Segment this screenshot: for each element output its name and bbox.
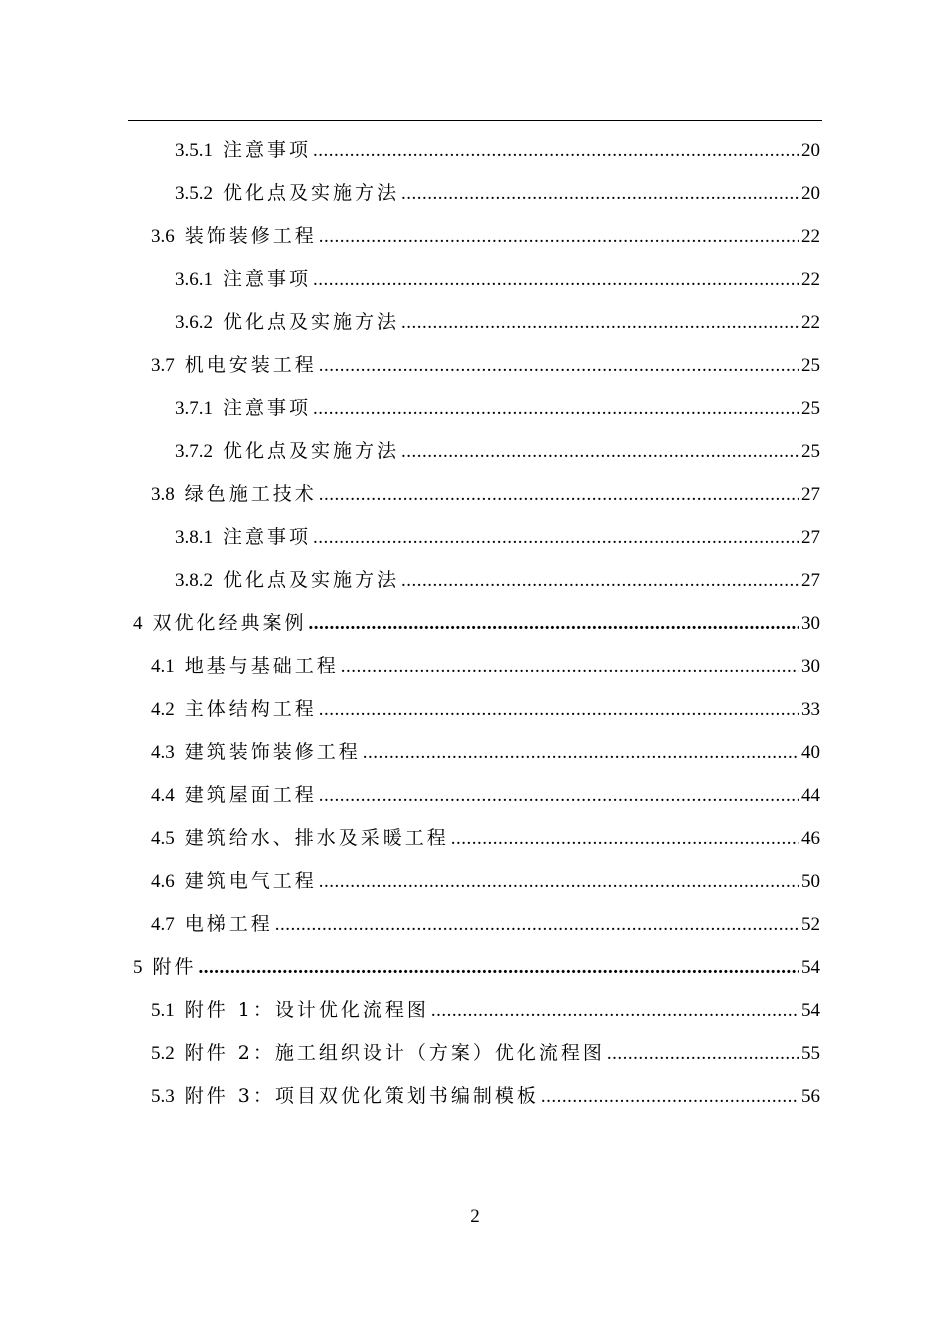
toc-entry-page: 22 <box>801 312 820 333</box>
toc-entry-page: 44 <box>801 785 820 806</box>
toc-entry-title: 优化点及实施方法 <box>223 440 400 462</box>
toc-entry-title: 注意事项 <box>223 268 312 290</box>
toc-entry-page: 50 <box>801 871 820 892</box>
toc-entry-page: 55 <box>801 1043 820 1064</box>
toc-entry-number: 4.2 <box>151 699 175 720</box>
toc-entry-page: 20 <box>801 183 820 204</box>
toc-entry-page: 46 <box>801 828 820 849</box>
toc-entry-page: 30 <box>801 613 820 634</box>
toc-entry-number: 5.1 <box>151 1000 175 1021</box>
dot-leader <box>363 736 799 770</box>
page-number: 2 <box>470 1206 480 1227</box>
toc-entry[interactable] <box>151 1036 820 1070</box>
toc-entry-title: 建筑电气工程 <box>184 870 317 892</box>
toc-entry-number: 3.7.1 <box>175 398 213 419</box>
toc-entry-number: 4.4 <box>151 785 175 806</box>
toc-entry-title: 附件 2：施工组织设计（方案）优化流程图 <box>184 1042 605 1064</box>
dot-leader <box>541 1080 799 1114</box>
dot-leader <box>275 908 799 942</box>
toc-entry-number: 3.8 <box>151 484 175 505</box>
dot-leader <box>401 177 799 211</box>
dot-leader <box>431 994 799 1028</box>
toc-entry-title: 注意事项 <box>223 397 312 419</box>
toc-entry-number: 3.8.1 <box>175 527 213 548</box>
dot-leader <box>319 779 799 813</box>
toc-entry-page: 30 <box>801 656 820 677</box>
toc-entry-number: 4.6 <box>151 871 175 892</box>
dot-leader <box>319 349 799 383</box>
toc-entry[interactable] <box>175 305 820 339</box>
dot-leader <box>313 392 799 426</box>
dot-leader <box>319 865 799 899</box>
toc-entry[interactable] <box>151 649 820 683</box>
toc-entry[interactable] <box>151 778 820 812</box>
toc-entry[interactable] <box>151 477 820 511</box>
toc-entry-title: 优化点及实施方法 <box>223 311 400 333</box>
toc-entry-page: 27 <box>801 527 820 548</box>
dot-leader <box>313 521 799 555</box>
toc-entry-title: 优化点及实施方法 <box>223 182 400 204</box>
toc-entry-page: 54 <box>801 957 820 978</box>
toc-entry-number: 3.5.1 <box>175 140 213 161</box>
toc-entry[interactable] <box>175 434 820 468</box>
toc-entry-number: 3.8.2 <box>175 570 213 591</box>
toc-entry[interactable] <box>151 907 820 941</box>
toc-entry-title: 优化点及实施方法 <box>223 569 400 591</box>
toc-entry-page: 25 <box>801 398 820 419</box>
toc-entry-page: 52 <box>801 914 820 935</box>
dot-leader <box>401 564 799 598</box>
toc-entry[interactable] <box>151 348 820 382</box>
toc-entry-page: 25 <box>801 355 820 376</box>
toc-entry-page: 22 <box>801 269 820 290</box>
toc-entry-number: 3.7.2 <box>175 441 213 462</box>
toc-entry[interactable] <box>133 950 820 984</box>
toc-entry-number: 4.5 <box>151 828 175 849</box>
toc-entry-title: 注意事项 <box>223 139 312 161</box>
toc-entry-title: 绿色施工技术 <box>184 483 317 505</box>
toc-entry-title: 建筑装饰装修工程 <box>184 741 361 763</box>
toc-entry-page: 27 <box>801 570 820 591</box>
toc-entry[interactable] <box>151 735 820 769</box>
toc-entry-number: 5.2 <box>151 1043 175 1064</box>
toc-entry-number: 4.1 <box>151 656 175 677</box>
toc-entry-number: 5 <box>133 957 143 978</box>
toc-entry-page: 56 <box>801 1086 820 1107</box>
dot-leader <box>451 822 799 856</box>
toc-entry[interactable] <box>151 1079 820 1113</box>
toc-entry[interactable] <box>151 692 820 726</box>
dot-leader <box>319 220 799 254</box>
toc-entry-number: 3.6.2 <box>175 312 213 333</box>
toc-entry-number: 3.5.2 <box>175 183 213 204</box>
dot-leader <box>199 951 799 985</box>
toc-entry-title: 建筑给水、排水及采暖工程 <box>184 827 449 849</box>
toc-entry[interactable] <box>175 520 820 554</box>
dot-leader <box>319 693 799 727</box>
toc-entry-title: 建筑屋面工程 <box>184 784 317 806</box>
toc-entry-page: 22 <box>801 226 820 247</box>
toc-entry[interactable] <box>151 821 820 855</box>
toc-entry-page: 54 <box>801 1000 820 1021</box>
toc-entry-number: 3.6.1 <box>175 269 213 290</box>
toc-entry-title: 机电安装工程 <box>184 354 317 376</box>
toc-entry[interactable] <box>175 391 820 425</box>
toc-entry-title: 注意事项 <box>223 526 312 548</box>
toc-entry-number: 4.7 <box>151 914 175 935</box>
toc-entry-title: 附件 3：项目双优化策划书编制模板 <box>184 1085 539 1107</box>
dot-leader <box>401 435 799 469</box>
dot-leader <box>319 478 799 512</box>
toc-entry-number: 4 <box>133 613 143 634</box>
toc-entry-number: 5.3 <box>151 1086 175 1107</box>
toc-entry[interactable] <box>151 993 820 1027</box>
toc-entry-title: 附件 1：设计优化流程图 <box>184 999 429 1021</box>
toc-entry-number: 3.6 <box>151 226 175 247</box>
toc-entry-number: 3.7 <box>151 355 175 376</box>
dot-leader <box>313 263 799 297</box>
toc-entry[interactable] <box>151 864 820 898</box>
toc-entry-page: 25 <box>801 441 820 462</box>
toc-entry-number: 4.3 <box>151 742 175 763</box>
dot-leader <box>607 1037 799 1071</box>
toc-entry-page: 27 <box>801 484 820 505</box>
toc-entry[interactable] <box>175 133 820 167</box>
toc-entry[interactable] <box>133 606 820 640</box>
toc-entry-title: 附件 <box>152 956 197 978</box>
toc-entry-page: 33 <box>801 699 820 720</box>
toc-entry-page: 40 <box>801 742 820 763</box>
toc-entry[interactable] <box>151 219 820 253</box>
toc-entry-page: 20 <box>801 140 820 161</box>
toc-entry[interactable] <box>175 262 820 296</box>
dot-leader <box>309 607 799 641</box>
toc-entry-title: 电梯工程 <box>184 913 273 935</box>
dot-leader <box>401 306 799 340</box>
toc-entry-title: 双优化经典案例 <box>152 612 307 634</box>
toc-entry-title: 主体结构工程 <box>184 698 317 720</box>
toc-entry-title: 装饰装修工程 <box>184 225 317 247</box>
dot-leader <box>313 134 799 168</box>
toc-entry[interactable] <box>175 176 820 210</box>
toc-entry-title: 地基与基础工程 <box>184 655 339 677</box>
header-rule <box>128 120 822 121</box>
toc-entry[interactable] <box>175 563 820 597</box>
dot-leader <box>341 650 799 684</box>
